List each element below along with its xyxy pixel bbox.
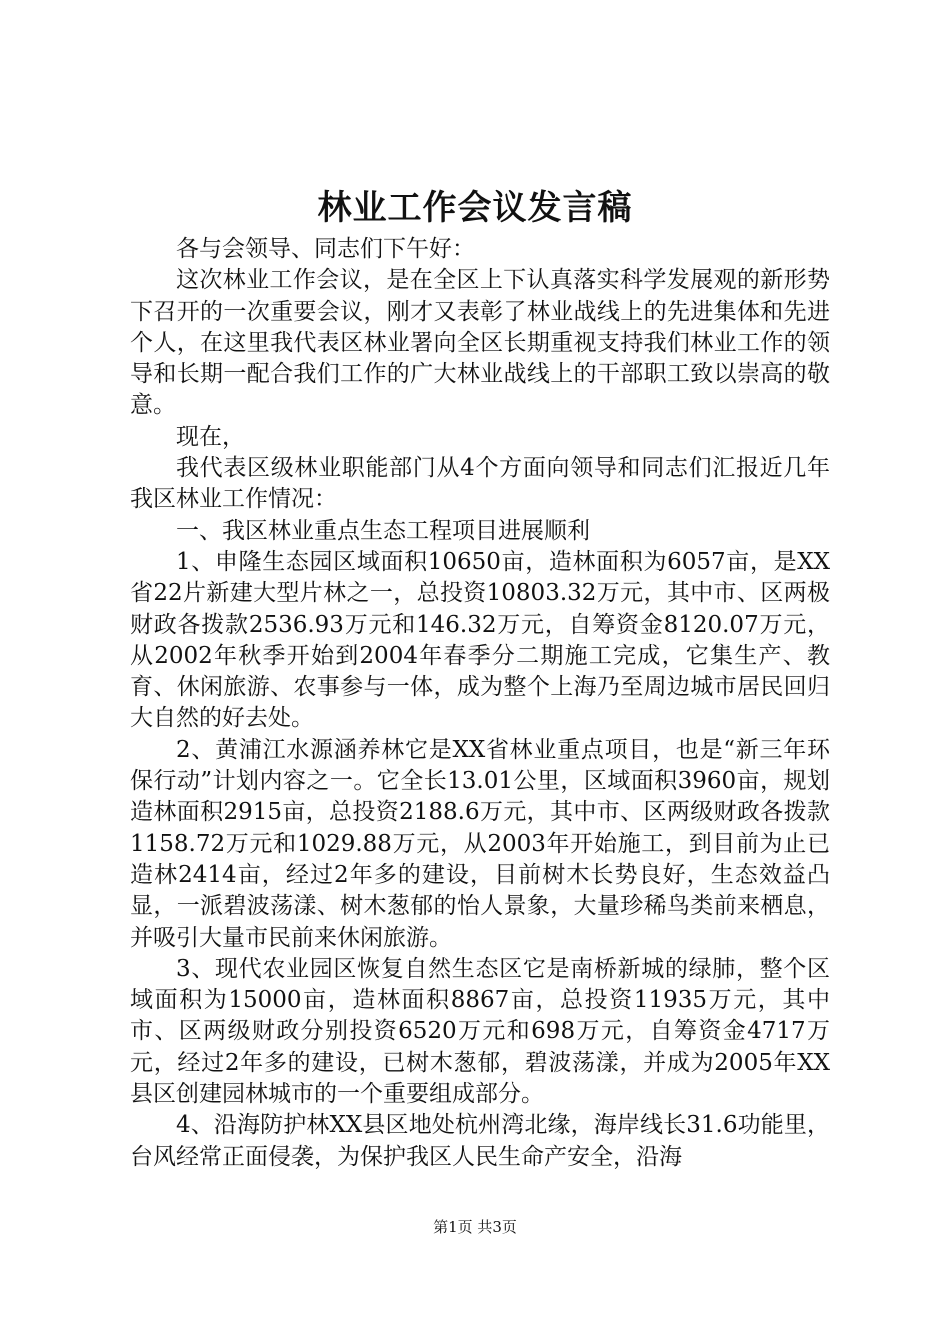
page-footer: 第1页 共3页 bbox=[433, 1218, 517, 1236]
document-body bbox=[130, 234, 830, 1173]
paragraph-intro: 这次林业工作会议，是在全区上下认真落实科学发展观的新形势下召开的一次重要会议，刚才又表彰了林业战线上的先进集体和先进个人，在这里我代表区林业署向全区长期重视支持我们林业工作的领导和长期一配合我们工作的广大林业战线上的干部职工致以崇高的敬意。 bbox=[130, 267, 830, 419]
paragraph-item-4: 4、沿海防护林XX县区地处杭州湾北缘，海岸线长31.6功能里，台风经常正面侵袭，为保护我区人民生命产安全，沿海 bbox=[130, 1112, 830, 1170]
paragraph-report-overview: 我代表区级林业职能部门从4个方面向领导和同志们汇报近几年我区林业工作情况： bbox=[130, 455, 830, 513]
paragraph-now: 现在， bbox=[176, 423, 245, 450]
document-title: 林业工作会议发言稿 bbox=[317, 188, 633, 228]
paragraph-item-2: 2、黄浦江水源涵养林它是XX省林业重点项目，也是“新三年环保行动”计划内容之一。它全长13.01公里，区域面积3960亩，规划造林面积2915亩，总投资2188.6万元，其中市、区两级财政各拨款1158.72万元和1029.88万元，从2003年开始施工，到目前为止已造林2414亩，经过2年多的建设，目前树木长势良好，生态效益凸显，一派碧波荡漾、树木葱郁的怡人景象，大量珍稀鸟类前来栖息，并吸引大量市民前来休闲旅游。 bbox=[130, 736, 830, 951]
paragraph-item-3: 3、现代农业园区恢复自然生态区它是南桥新城的绿肺，整个区域面积为15000亩，造林面积8867亩，总投资11935万元，其中市、区两级财政分别投资6520万元和698万元，自筹资金4717万元，经过2年多的建设，已树木葱郁，碧波荡漾，并成为2005年XX县区创建园林城市的一个重要组成部分。 bbox=[130, 955, 830, 1108]
section-heading-1: 一、我区林业重点生态工程项目进展顺利 bbox=[176, 517, 590, 544]
paragraph-greeting: 各与会领导、同志们下午好： bbox=[176, 236, 475, 262]
paragraph-item-1: 1、申隆生态园区域面积10650亩，造林面积为6057亩，是XX省22片新建大型片林之一，总投资10803.32万元，其中市、区两极财政各拨款2536.93万元和146.32万元，自筹资金8120.07万元，从2002年秋季开始到2004年春季分二期施工完成，它集生产、教育、休闲旅游、农事参与一体，成为整个上海乃至周边城市居民回归大自然的好去处。 bbox=[130, 548, 830, 732]
